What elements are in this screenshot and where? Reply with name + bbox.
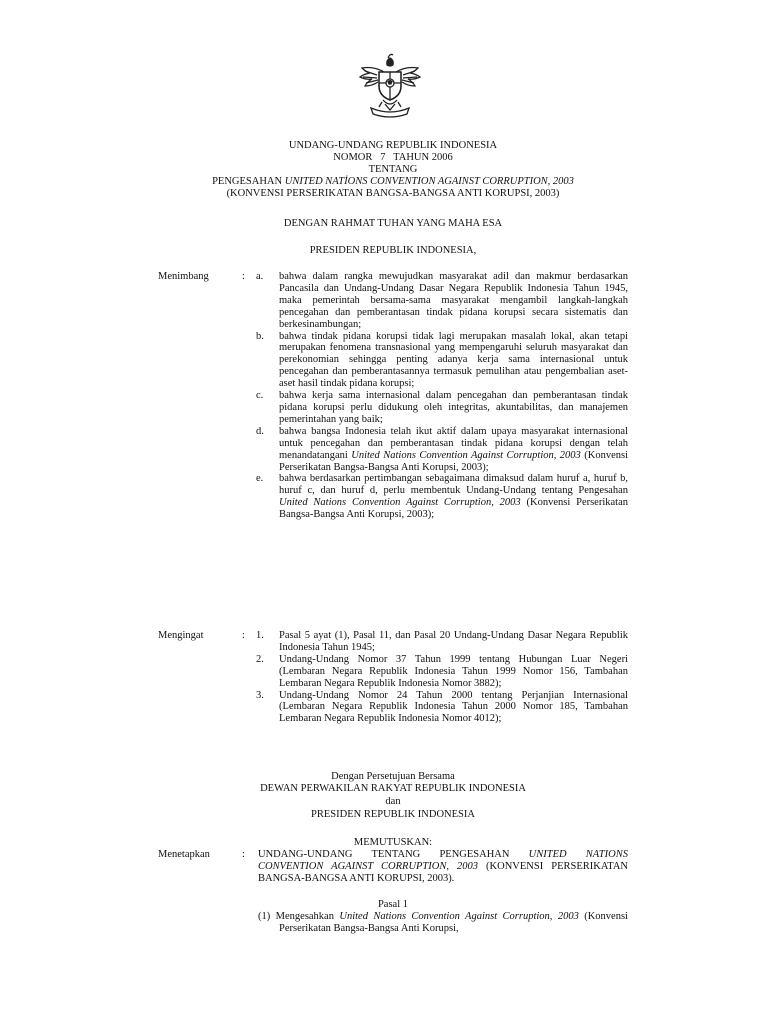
menetapkan-text xyxy=(258,849,628,885)
mengingat-colon: : xyxy=(242,630,245,641)
item-marker: 3. xyxy=(256,689,264,701)
menimbang-label: Menimbang xyxy=(158,271,209,282)
law-title-prefix: PENGESAHAN xyxy=(212,176,285,187)
mengingat-section xyxy=(158,630,628,725)
menetapkan-row xyxy=(158,849,628,885)
tentang-heading: TENTANG xyxy=(368,164,418,175)
menetapkan-section xyxy=(158,849,628,885)
mengingat-label: Mengingat xyxy=(158,630,204,641)
law-type-heading: UNDANG-UNDANG REPUBLIK INDONESIA xyxy=(288,140,498,151)
item-text-pre: bahwa bangsa Indonesia telah ikut aktif dalam upaya masyarakat internasional untuk pencegahan dan pemberantasan tindak pidana korupsi dengan telah menandatangani xyxy=(279,425,628,461)
law-title-heading xyxy=(150,176,636,188)
pasal-1-heading: Pasal 1 xyxy=(377,899,409,910)
item-text xyxy=(279,473,628,521)
menetapkan-colon: : xyxy=(242,849,245,860)
mengingat-item-2 xyxy=(158,654,628,690)
item-marker: 1. xyxy=(256,630,264,641)
law-title-italic: UNITED NATİONS CONVENTION AGAINST CORRUPTION, 2003 xyxy=(284,176,574,187)
persetujuan-line: Dengan Persetujuan Bersama xyxy=(331,771,455,782)
dan-line: dan xyxy=(385,796,401,807)
item-marker: b. xyxy=(256,330,264,342)
item-text-italic: United Nations Convention Against Corruption, 2003 xyxy=(351,449,581,461)
item-marker: e. xyxy=(256,473,264,485)
menetapkan-text-pre: UNDANG-UNDANG TENTANG PENGESAHAN xyxy=(258,849,529,860)
memutuskan-heading: MEMUTUSKAN: xyxy=(353,837,433,848)
item-text: bahwa kerja sama internasional dalam pencegahan dan pemberantasan tindak pidana korupsi perlu didukung oleh integritas, akuntabilitas, dan manajemen pemerintahan yang baik; xyxy=(279,390,628,425)
mengingat-item-1 xyxy=(158,630,628,654)
ayat-text-italic: United Nations Convention Against Corruption, 2003 xyxy=(339,911,579,922)
menetapkan-text-post: (KONVENSI PERSERIKATAN BANGSA-BANGSA ANTI KORUPSI, 2003). xyxy=(258,860,628,884)
ayat-text-post: (Konvensi Perserikatan Bangsa-Bangsa Anti Korupsi, xyxy=(279,911,628,934)
menimbang-item-e xyxy=(158,473,628,521)
item-text-pre: bahwa berdasarkan pertimbangan sebagaimana dimaksud dalam huruf a, huruf b, huruf c, dan huruf d, perlu membentuk Undang-Undang tentang Pengesahan xyxy=(279,473,628,497)
law-subtitle-heading: (KONVENSI PERSERIKATAN BANGSA-BANGSA ANTI KORUPSI, 2003) xyxy=(226,188,560,199)
menimbang-colon: : xyxy=(242,271,245,282)
item-text: bahwa tindak pidana korupsi tidak lagi merupakan masalah lokal, akan tetapi merupakan fenomena transnasional yang mempengaruhi seluruh masyarakat dan perekonomian sehingga penting adanya kerja sama internasional untuk pencegahan dan pemberantasannya termasuk pemulihan atau pengembalian aset-aset hasil tindak pidana korupsi; xyxy=(279,330,628,390)
item-text-post: (Konvensi Perserikatan Bangsa-Bangsa Anti Korupsi, 2003); xyxy=(279,497,628,521)
item-text: Undang-Undang Nomor 24 Tahun 2000 tentang Perjanjian Internasional (Lembaran Negara Republik Indonesia Tahun 2000 Nomor 185, Tambahan Lembaran Negara Republik Indonesia Nomor 4012); xyxy=(279,689,628,725)
ayat-text-pre: Mengesahkan xyxy=(275,911,340,922)
item-marker: c. xyxy=(256,390,264,402)
law-number-heading: NOMOR 7 TAHUN 2006 xyxy=(333,152,453,163)
presiden-line: PRESIDEN REPUBLIK INDONESIA, xyxy=(309,245,477,256)
menetapkan-text-italic: UNITED NATIONS CONVENTION AGAINST CORRUPTION, 2003 xyxy=(258,849,628,872)
presiden-approval-line: PRESIDEN REPUBLIK INDONESIA xyxy=(311,809,475,820)
item-text-italic: United Nations Convention Against Corruption, 2003 xyxy=(279,497,521,509)
menimbang-item-c xyxy=(158,390,628,426)
item-text: Pasal 5 ayat (1), Pasal 11, dan Pasal 20 Undang-Undang Dasar Negara Republik Indonesia Tahun 1945; xyxy=(279,630,628,653)
pasal-1-ayat-1-text xyxy=(258,911,628,935)
item-text xyxy=(279,426,628,474)
item-marker: d. xyxy=(256,425,264,437)
dpr-line: DEWAN PERWAKILAN RAKYAT REPUBLIK INDONESIA xyxy=(260,783,526,794)
menimbang-section xyxy=(158,271,628,521)
item-marker: a. xyxy=(256,271,264,282)
item-text: Undang-Undang Nomor 37 Tahun 1999 tentang Hubungan Luar Negeri (Lembaran Negara Republik Indonesia Tahun 1999 Nomor 156, Tambahan Lembaran Negara Republik Indonesia Nomor 3882); xyxy=(279,653,628,689)
pasal-1-ayat-1 xyxy=(258,911,628,935)
item-text-post: (Konvensi Perserikatan Bangsa-Bangsa Anti Korupsi, 2003); xyxy=(279,449,628,473)
menetapkan-label: Menetapkan xyxy=(158,849,210,860)
ayat-number: (1) xyxy=(258,911,271,922)
menimbang-item-a xyxy=(158,271,628,331)
garuda-pancasila-emblem-icon xyxy=(357,52,423,122)
item-text: bahwa dalam rangka mewujudkan masyarakat adil dan makmur berdasarkan Pancasila dan Undang-Undang Dasar Negara Republik Indonesia Tahun 1945, maka pemerintah bersama-sama masyarakat mengambil langkah-langkah pencegahan dan pemberantasan tindak pidana korupsi secara sistematis dan berkesinambungan; xyxy=(279,271,628,330)
menimbang-item-d xyxy=(158,426,628,474)
mengingat-item-3 xyxy=(158,690,628,726)
rahmat-line: DENGAN RAHMAT TUHAN YANG MAHA ESA xyxy=(283,218,503,229)
menimbang-item-b xyxy=(158,331,628,391)
item-marker: 2. xyxy=(256,653,264,665)
